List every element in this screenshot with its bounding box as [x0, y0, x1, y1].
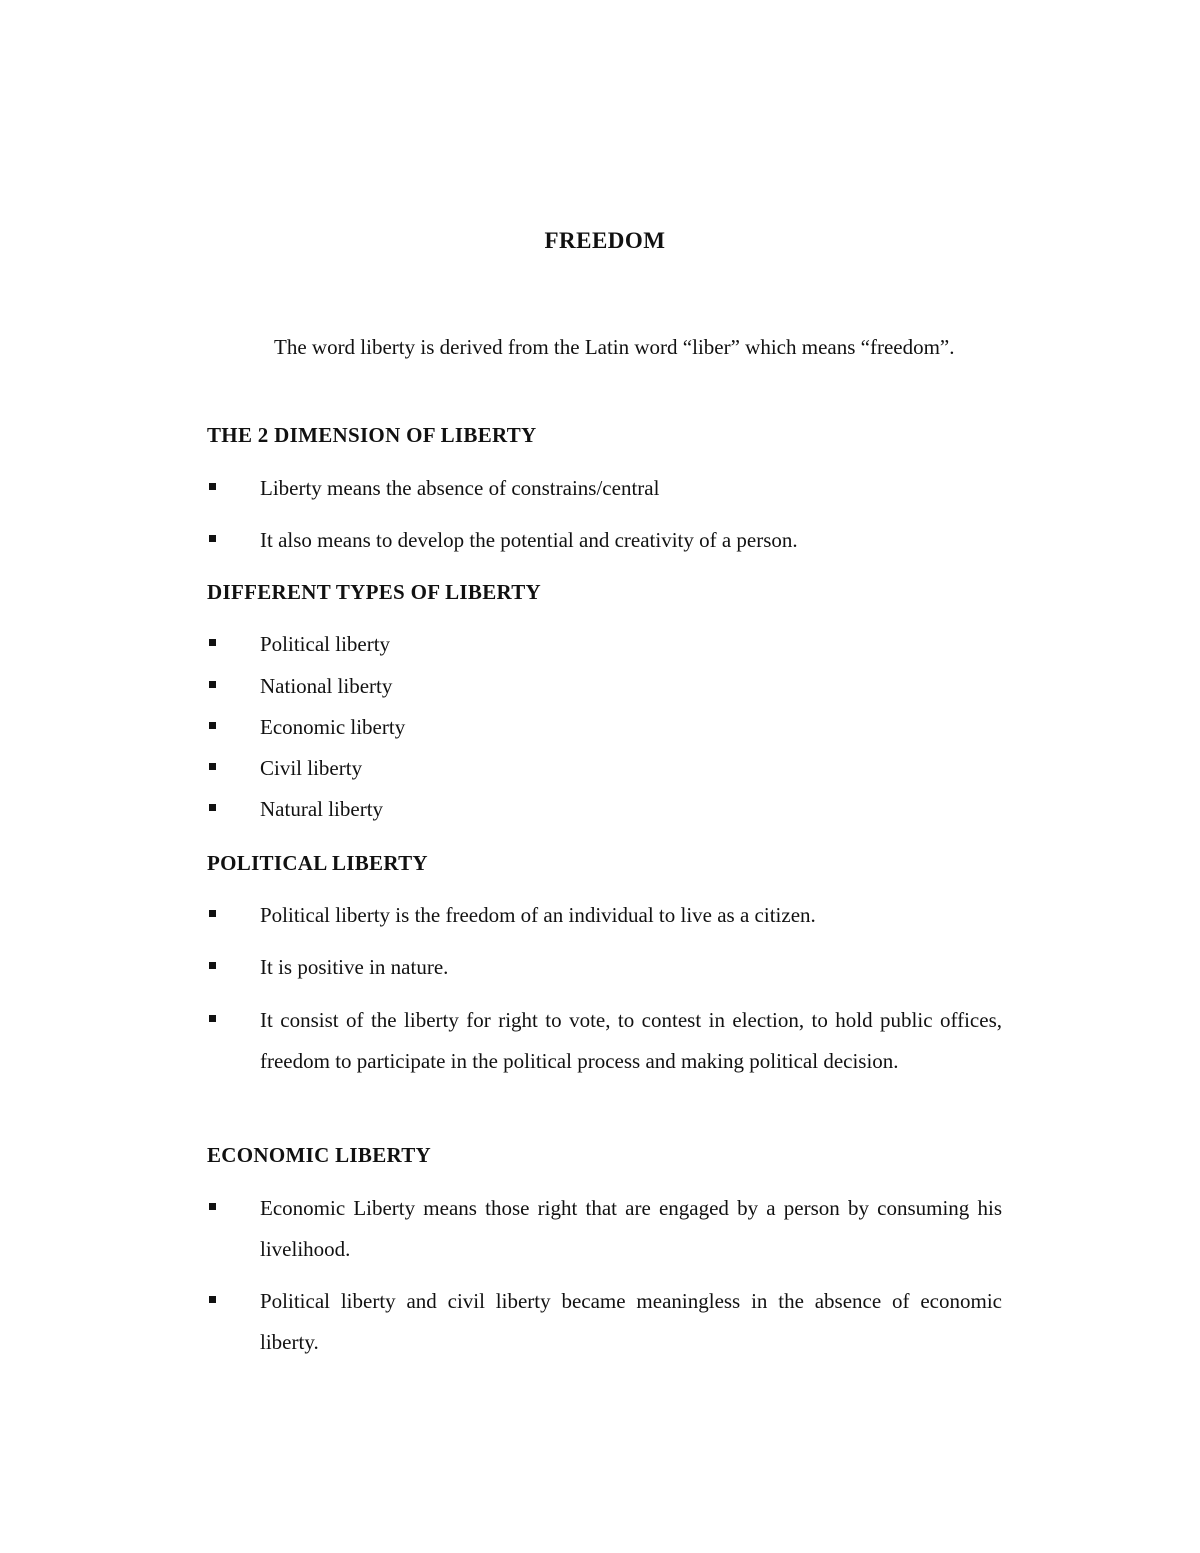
document-title: FREEDOM [544, 228, 666, 253]
list-item [207, 947, 1002, 988]
square-bullet-icon [209, 1296, 216, 1303]
square-bullet-icon [209, 962, 216, 969]
list-item-text: National liberty [260, 674, 393, 698]
square-bullet-icon [209, 681, 216, 688]
list-item-text: Economic liberty [260, 715, 406, 739]
square-bullet-icon [209, 910, 216, 917]
list-item-text: Civil liberty [260, 756, 363, 780]
section-heading-dimensions: THE 2 DIMENSION OF LIBERTY [207, 423, 537, 447]
square-bullet-icon [209, 535, 216, 542]
square-bullet-icon [209, 804, 216, 811]
list-item-text: Natural liberty [260, 797, 384, 821]
intro-paragraph: The word liberty is derived from the Latin word “liber” which means “freedom”. [274, 335, 955, 359]
list-item [207, 468, 1002, 509]
square-bullet-icon [209, 483, 216, 490]
section-heading-types: DIFFERENT TYPES OF LIBERTY [207, 580, 541, 604]
section-heading-political: POLITICAL LIBERTY [207, 851, 428, 875]
list-item-text: Liberty means the absence of constrains/central [260, 476, 660, 500]
list-item [207, 789, 1002, 830]
list-item [207, 624, 1002, 665]
list-item [207, 666, 1002, 707]
square-bullet-icon [209, 1203, 216, 1210]
list-item [207, 1000, 1002, 1082]
list-item-text: Economic Liberty means those right that are engaged by a person by consuming his livelihood. [260, 1196, 1002, 1261]
square-bullet-icon [209, 722, 216, 729]
section-heading-economic: ECONOMIC LIBERTY [207, 1143, 432, 1167]
list-item-text: It consist of the liberty for right to vote, to contest in election, to hold public offices, freedom to participate in the political process and making political decision. [260, 1008, 1002, 1073]
list-item [207, 748, 1002, 789]
list-item-text: Political liberty [260, 632, 391, 656]
list-item-text: It is positive in nature. [260, 955, 449, 979]
square-bullet-icon [209, 1015, 216, 1022]
square-bullet-icon [209, 639, 216, 646]
list-item [207, 707, 1002, 748]
list-item [207, 1188, 1002, 1270]
square-bullet-icon [209, 763, 216, 770]
list-item [207, 895, 1002, 936]
list-item [207, 1281, 1002, 1363]
list-item-text: It also means to develop the potential and creativity of a person. [260, 528, 798, 552]
list-item-text: Political liberty is the freedom of an individual to live as a citizen. [260, 903, 816, 927]
list-item [207, 520, 1002, 561]
list-item-text: Political liberty and civil liberty became meaningless in the absence of economic liberty. [260, 1289, 1002, 1354]
